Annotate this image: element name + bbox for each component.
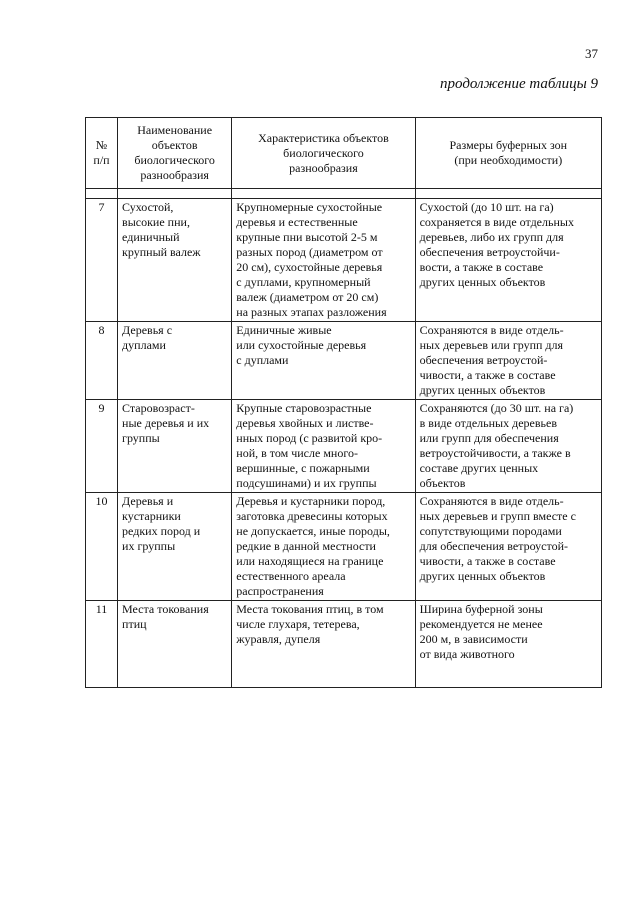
table-row <box>86 400 602 493</box>
row-buffer-size: Ширина буферной зоны рекомендуется не менее 200 м, в зависимости от вида животного <box>415 601 601 688</box>
row-number: 7 <box>86 199 118 322</box>
header-characteristic: Характеристика объектов биологического разнообразия <box>232 118 415 189</box>
row-characteristic: Единичные живые или сухостойные деревья с дуплами <box>232 322 415 400</box>
biodiversity-table <box>85 117 602 688</box>
row-buffer-size: Сухостой (до 10 шт. на га) сохраняется в виде отдельных деревьев, либо их групп для обеспечения ветроустойчи- вости, а также в составе других ценных объектов <box>415 199 601 322</box>
header-number: № п/п <box>86 118 118 189</box>
row-characteristic: Деревья и кустарники пород, заготовка древесины которых не допускается, иные породы, редкие в данной местности или находящиеся на границе естественного ареала распространения <box>232 493 415 601</box>
row-number: 11 <box>86 601 118 688</box>
row-object-name: Сухостой, высокие пни, единичный крупный валеж <box>118 199 232 322</box>
table-caption: продолжение таблицы 9 <box>440 76 598 92</box>
row-buffer-size: Сохраняются в виде отдель- ных деревьев и групп вместе с сопутствующими породами для обеспечения ветроустой- чивости, а также в составе других ценных объектов <box>415 493 601 601</box>
header-buffer-size: Размеры буферных зон (при необходимости) <box>415 118 601 189</box>
row-buffer-size: Сохраняются в виде отдель- ных деревьев или групп для обеспечения ветроустой- чивости, а также в составе других ценных объектов <box>415 322 601 400</box>
table-row <box>86 199 602 322</box>
row-object-name: Места токования птиц <box>118 601 232 688</box>
row-characteristic: Места токования птиц, в том числе глухаря, тетерева, журавля, дупеля <box>232 601 415 688</box>
table-spacer-row <box>86 189 602 199</box>
row-characteristic: Крупномерные сухостойные деревья и естественные крупные пни высотой 2-5 м разных пород (диаметром от 20 см), сухостойные деревья с дуплами, крупномерный валеж (диаметром от 20 см) на разных этапах разложения <box>232 199 415 322</box>
row-number: 8 <box>86 322 118 400</box>
header-object-name: Наименование объектов биологического разнообразия <box>118 118 232 189</box>
row-object-name: Деревья и кустарники редких пород и их группы <box>118 493 232 601</box>
table-row <box>86 322 602 400</box>
row-object-name: Старовозраст- ные деревья и их группы <box>118 400 232 493</box>
table-header-row <box>86 118 602 189</box>
table-row <box>86 493 602 601</box>
row-number: 9 <box>86 400 118 493</box>
row-number: 10 <box>86 493 118 601</box>
row-object-name: Деревья с дуплами <box>118 322 232 400</box>
row-characteristic: Крупные старовозрастные деревья хвойных и листве- нных пород (с развитой кро- ной, в том числе много- вершинные, с пожарными подсушинами) и их группы <box>232 400 415 493</box>
page-number: 37 <box>585 46 598 61</box>
row-buffer-size: Сохраняются (до 30 шт. на га) в виде отдельных деревьев или групп для обеспечения ветроустойчивости, а также в составе других ценных объектов <box>415 400 601 493</box>
table-row <box>86 601 602 688</box>
